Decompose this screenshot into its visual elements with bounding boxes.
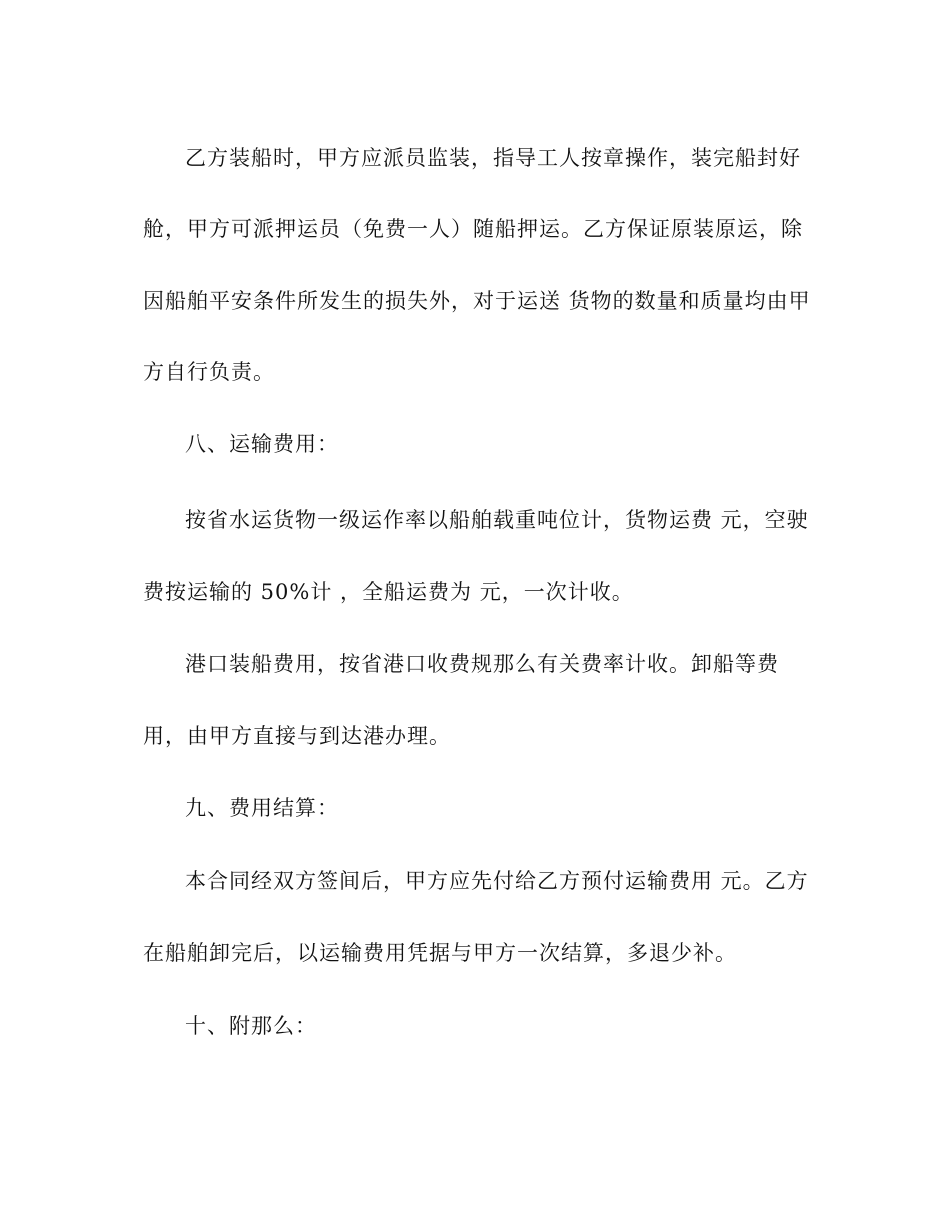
- paragraph-loading-line-4: 方自行负责。: [143, 360, 275, 384]
- paragraph-loading-line-3: 因船舶平安条件所发生的损失外，对于运送 货物的数量和质量均由甲: [143, 289, 811, 313]
- paragraph-port-fees-line-2: 用，由甲方直接与到达港办理。: [143, 724, 451, 748]
- section-heading-transport-fees: 八、运输费用：: [185, 432, 339, 456]
- paragraph-port-fees-line-1: 港口装船费用，按省港口收费规那么有关费率计收。卸船等费: [185, 652, 779, 676]
- section-heading-settlement: 九、费用结算：: [185, 796, 339, 820]
- section-heading-appendix: 十、附那么：: [185, 1014, 317, 1038]
- paragraph-freight-line-2: 费按运输的 50%计 ，全船运费为 元，一次计收。: [143, 580, 634, 604]
- paragraph-loading-line-2: 舱，甲方可派押运员（免费一人）随船押运。乙方保证原装原运，除: [143, 217, 803, 241]
- paragraph-settlement-line-2: 在船舶卸完后，以运输费用凭据与甲方一次结算，多退少补。: [143, 941, 737, 965]
- paragraph-loading-line-1: 乙方装船时，甲方应派员监装，指导工人按章操作，装完船封好: [185, 146, 801, 170]
- paragraph-settlement-line-1: 本合同经双方签间后，甲方应先付给乙方预付运输费用 元。乙方: [185, 869, 809, 893]
- paragraph-freight-line-1: 按省水运货物一级运作率以船舶载重吨位计，货物运费 元，空驶: [185, 508, 809, 532]
